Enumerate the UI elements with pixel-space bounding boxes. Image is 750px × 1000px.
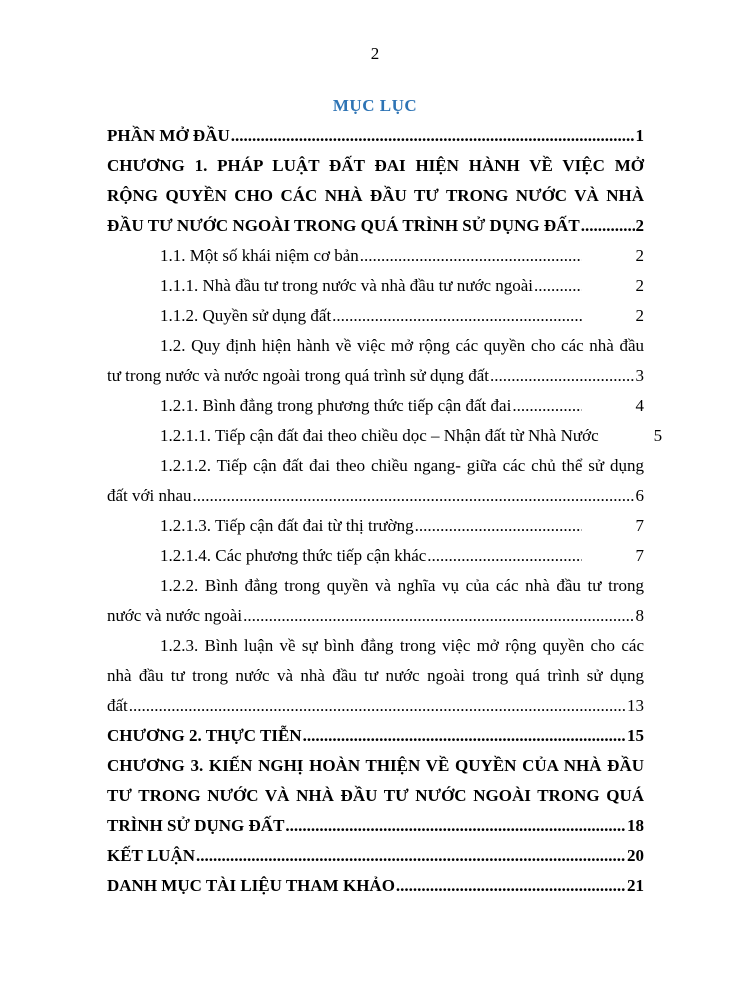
toc-entry-text: 1.2.1.3. Tiếp cận đất đai từ thị trường	[160, 516, 414, 535]
dot-leader	[303, 721, 626, 751]
toc-entry-ket-luan[interactable]	[107, 841, 644, 871]
dot-leader	[581, 211, 635, 241]
toc-entry-text-line: TƯ TRONG NƯỚC VÀ NHÀ ĐẦU TƯ NƯỚC NGOÀI TRONG QUÁ	[107, 786, 644, 805]
toc-entry-text: 1.1. Một số khái niệm cơ bản	[160, 246, 359, 265]
toc-entry-page: 4	[635, 396, 644, 415]
toc-entry-phan-mo-dau[interactable]	[107, 121, 644, 151]
toc-entry-1-2-1-4[interactable]	[107, 541, 644, 571]
dot-leader	[243, 601, 634, 631]
toc-entry-text: DANH MỤC TÀI LIỆU THAM KHẢO	[107, 876, 395, 895]
toc-entry-text: đất	[107, 696, 128, 715]
page-number: 2	[370, 44, 380, 63]
toc-entry-1-1[interactable]	[107, 241, 644, 271]
toc-entry-text: KẾT LUẬN	[107, 846, 196, 865]
toc-entry-text-line: 1.2.2. Bình đẳng trong quyền và nghĩa vụ của các nhà đầu tư trong	[160, 576, 644, 595]
toc-entry-text: TRÌNH SỬ DỤNG ĐẤT	[107, 816, 285, 835]
toc-entry-1-2-1-1[interactable]	[107, 421, 663, 451]
toc-entry-1-2[interactable]	[107, 331, 644, 391]
toc-entry-1-2-3[interactable]	[107, 631, 644, 721]
toc-entry-page: 15	[627, 726, 644, 745]
dot-leader	[427, 541, 581, 571]
dot-leader	[534, 271, 581, 301]
toc-entry-page: 5	[653, 426, 663, 445]
dot-leader	[196, 841, 626, 871]
dot-leader	[231, 121, 635, 151]
toc-entry-text: 1.2.1.4. Các phương thức tiếp cận khác	[160, 546, 427, 565]
toc-entry-page: 20	[627, 846, 644, 865]
toc-entry-text: CHƯƠNG 2. THỰC TIỄN	[107, 726, 302, 745]
toc-entry-text-line: CHƯƠNG 1. PHÁP LUẬT ĐẤT ĐAI HIỆN HÀNH VỀ VIỆC MỞ	[107, 156, 644, 175]
toc-entry-1-2-1-3[interactable]	[107, 511, 644, 541]
toc-entry-text: 1.1.2. Quyền sử dụng đất	[160, 306, 332, 325]
table-of-contents	[107, 121, 663, 901]
toc-entry-text: 1.1.1. Nhà đầu tư trong nước và nhà đầu tư nước ngoài	[160, 276, 534, 295]
toc-entry-page: 21	[627, 876, 644, 895]
toc-entry-1-2-2[interactable]	[107, 571, 644, 631]
toc-entry-text-line: CHƯƠNG 3. KIẾN NGHỊ HOÀN THIỆN VỀ QUYỀN CỦA NHÀ ĐẦU	[107, 756, 644, 775]
toc-entry-1-2-1-2[interactable]	[107, 451, 644, 511]
toc-entry-text: tư trong nước và nước ngoài trong quá trình sử dụng đất	[107, 366, 490, 385]
toc-entry-text: ĐẦU TƯ NƯỚC NGOÀI TRONG QUÁ TRÌNH SỬ DỤNG ĐẤT	[107, 216, 580, 235]
toc-entry-chuong-3[interactable]	[107, 751, 644, 841]
toc-entry-page: 18	[627, 816, 644, 835]
toc-entry-text: 1.2.1.1. Tiếp cận đất đai theo chiều dọc – Nhận đất từ Nhà Nước	[160, 426, 599, 445]
toc-entry-1-2-1[interactable]	[107, 391, 644, 421]
toc-entry-page: 6	[635, 486, 644, 505]
toc-entry-text-line: 1.2.1.2. Tiếp cận đất đai theo chiều ngang- giữa các chủ thể sử dụng	[160, 456, 644, 475]
dot-leader	[415, 511, 582, 541]
toc-entry-page: 7	[635, 516, 644, 535]
toc-entry-1-1-2[interactable]	[107, 301, 644, 331]
toc-entry-text: nước và nước ngoài	[107, 606, 243, 625]
toc-entry-page: 2	[635, 306, 644, 325]
dot-leader	[332, 301, 581, 331]
toc-entry-page: 1	[635, 126, 644, 145]
toc-entry-page: 2	[635, 216, 644, 235]
toc-entry-page: 8	[635, 606, 644, 625]
toc-entry-page: 2	[635, 276, 644, 295]
dot-leader	[396, 871, 626, 901]
toc-entry-text: PHẦN MỞ ĐẦU	[107, 126, 230, 145]
toc-entry-text-line: 1.2.3. Bình luận về sự bình đẳng trong việc mở rộng quyền cho các	[160, 636, 644, 655]
toc-entry-page: 3	[635, 366, 644, 385]
toc-entry-chuong-1[interactable]	[107, 151, 644, 241]
toc-entry-text: 1.2.1. Bình đẳng trong phương thức tiếp cận đất đai	[160, 396, 512, 415]
toc-entry-text-line: nhà đầu tư trong nước và nhà đầu tư nước ngoài trong quá trình sử dụng	[107, 666, 644, 685]
toc-entry-1-1-1[interactable]	[107, 271, 644, 301]
dot-leader	[285, 811, 626, 841]
toc-entry-text: đất với nhau	[107, 486, 192, 505]
dot-leader	[193, 481, 635, 511]
toc-entry-text-line: 1.2. Quy định hiện hành về việc mở rộng các quyền cho các nhà đầu	[160, 336, 644, 355]
toc-entry-chuong-2[interactable]	[107, 721, 644, 751]
toc-entry-page: 13	[627, 696, 644, 715]
toc-entry-text-line: RỘNG QUYỀN CHO CÁC NHÀ ĐẦU TƯ TRONG NƯỚC VÀ NHÀ	[107, 186, 644, 205]
toc-entry-page: 7	[635, 546, 644, 565]
dot-leader	[490, 361, 634, 391]
toc-entry-page: 2	[635, 246, 644, 265]
dot-leader	[129, 691, 626, 721]
toc-entry-tai-lieu-tham-khao[interactable]	[107, 871, 644, 901]
toc-title: MỤC LỤC	[332, 96, 418, 115]
dot-leader	[512, 391, 581, 421]
dot-leader	[360, 241, 582, 271]
